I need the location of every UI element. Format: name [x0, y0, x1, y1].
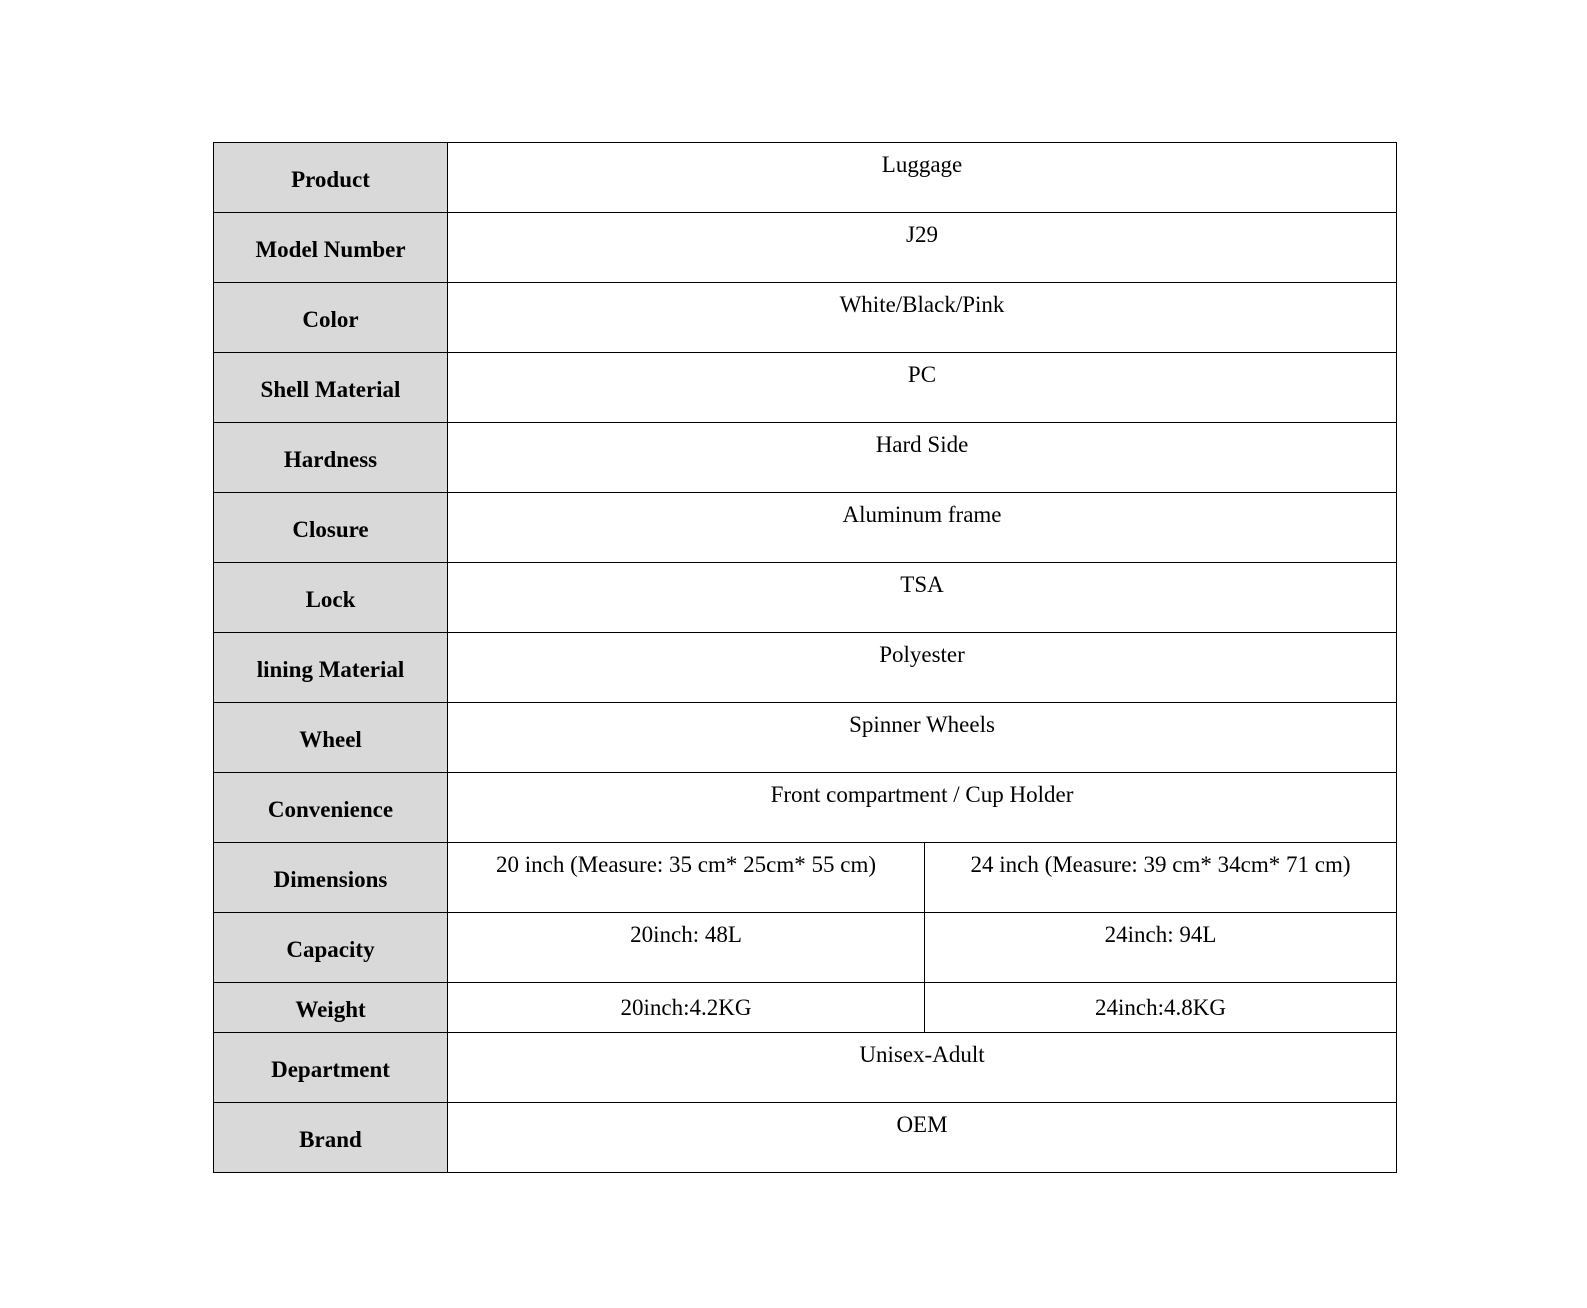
spec-label-capacity: Capacity: [214, 913, 448, 983]
spec-value-lock: TSA: [448, 563, 1397, 633]
spec-label-color: Color: [214, 283, 448, 353]
spec-row-lining-material: [214, 633, 1397, 703]
spec-value-hardness: Hard Side: [448, 423, 1397, 493]
spec-row-brand: [214, 1103, 1397, 1173]
spec-label-dimensions: Dimensions: [214, 843, 448, 913]
spec-row-closure: [214, 493, 1397, 563]
spec-value-lining-material: Polyester: [448, 633, 1397, 703]
spec-row-color: [214, 283, 1397, 353]
spec-row-shell-material: [214, 353, 1397, 423]
spec-label-convenience: Convenience: [214, 773, 448, 843]
spec-row-convenience: [214, 773, 1397, 843]
spec-value-color: White/Black/Pink: [448, 283, 1397, 353]
spec-label-product: Product: [214, 143, 448, 213]
spec-row-hardness: [214, 423, 1397, 493]
spec-label-model-number: Model Number: [214, 213, 448, 283]
spec-value-capacity-20: 20inch: 48L: [448, 913, 925, 983]
product-spec-table: [213, 142, 1397, 1173]
spec-row-product: [214, 143, 1397, 213]
spec-label-shell-material: Shell Material: [214, 353, 448, 423]
spec-value-wheel: Spinner Wheels: [448, 703, 1397, 773]
spec-value-capacity-24: 24inch: 94L: [925, 913, 1397, 983]
spec-value-weight-24: 24inch:4.8KG: [925, 983, 1397, 1033]
spec-row-dimensions: [214, 843, 1397, 913]
spec-value-model-number: J29: [448, 213, 1397, 283]
spec-row-lock: [214, 563, 1397, 633]
spec-label-closure: Closure: [214, 493, 448, 563]
spec-value-dimensions-24: 24 inch (Measure: 39 cm* 34cm* 71 cm): [925, 843, 1397, 913]
spec-label-department: Department: [214, 1033, 448, 1103]
spec-label-wheel: Wheel: [214, 703, 448, 773]
spec-row-wheel: [214, 703, 1397, 773]
spec-value-weight-20: 20inch:4.2KG: [448, 983, 925, 1033]
spec-label-brand: Brand: [214, 1103, 448, 1173]
spec-row-weight: [214, 983, 1397, 1033]
spec-label-lock: Lock: [214, 563, 448, 633]
spec-value-shell-material: PC: [448, 353, 1397, 423]
spec-value-convenience: Front compartment / Cup Holder: [448, 773, 1397, 843]
spec-value-product: Luggage: [448, 143, 1397, 213]
spec-value-closure: Aluminum frame: [448, 493, 1397, 563]
spec-value-brand: OEM: [448, 1103, 1397, 1173]
spec-label-lining-material: lining Material: [214, 633, 448, 703]
spec-row-capacity: [214, 913, 1397, 983]
spec-value-dimensions-20: 20 inch (Measure: 35 cm* 25cm* 55 cm): [448, 843, 925, 913]
spec-value-department: Unisex-Adult: [448, 1033, 1397, 1103]
spec-label-hardness: Hardness: [214, 423, 448, 493]
spec-row-model-number: [214, 213, 1397, 283]
spec-row-department: [214, 1033, 1397, 1103]
spec-label-weight: Weight: [214, 983, 448, 1033]
